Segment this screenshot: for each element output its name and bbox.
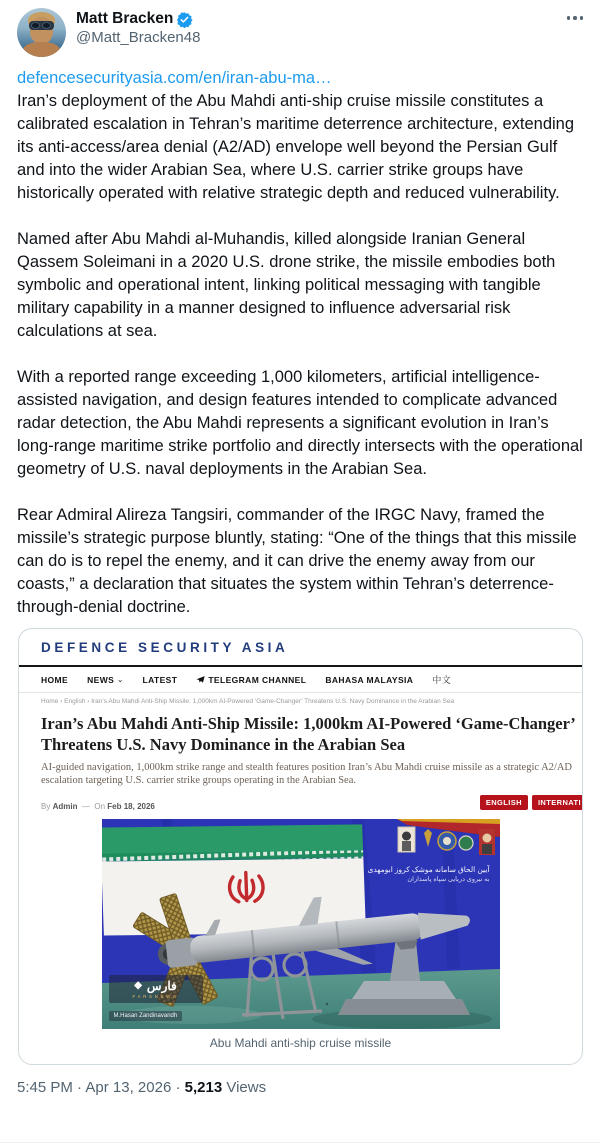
badge-english[interactable]: ENGLISH (480, 795, 528, 810)
divider (19, 692, 582, 693)
byline: By Admin — On Feb 18, 2026 (41, 802, 155, 811)
views-label: Views (226, 1079, 267, 1096)
farsnews-wordmark: فارس (146, 978, 177, 993)
author-block (76, 8, 200, 46)
nav-latest[interactable]: LATEST (142, 674, 178, 685)
tweet-text (0, 57, 601, 619)
banner-farsi-text: آیین الحاق سامانه موشک کروز ابومهدی به نیروی دریایی سپاه پاسداران (367, 865, 490, 883)
site-navbar (41, 667, 582, 692)
link-preview-card[interactable] (18, 628, 583, 1065)
tweet-paragraph: Named after Abu Mahdi al-Muhandis, killed alongside Iranian General Qassem Soleimani in a 2020 U.S. drone strike, the missile embodies both symbolic and operational intent, linking political messaging with tangible military capability in a manner designed to influence adversarial risk calculations at sea. (17, 230, 560, 340)
nav-home[interactable]: HOME (41, 674, 69, 685)
more-menu-icon[interactable] (565, 8, 586, 28)
article-photo-missile (102, 819, 500, 1029)
avatar[interactable] (17, 8, 66, 57)
timestamp: 5:45 PM (17, 1079, 73, 1096)
breadcrumb[interactable]: Home › English › Iran’s Abu Mahdi Anti-Ship Missile: 1,000km AI-Powered ‘Game-Changer’ Threatens U.S. Navy Dominance in the Arabian Sea (41, 698, 455, 705)
nav-telegram[interactable]: TELEGRAM CHANNEL (196, 675, 306, 685)
nav-chinese[interactable]: 中文 (432, 675, 452, 685)
tweet-header (0, 0, 601, 57)
views-count: 5,213 (184, 1079, 223, 1096)
category-badges (480, 795, 583, 810)
tweet-paragraph: Iran’s deployment of the Abu Mahdi anti-ship cruise missile constitutes a calibrated escalation in Tehran’s maritime deterrence architecture, extending its anti-access/area denial (A2/AD) envelope well beyond the Persian Gulf and into the wider Arabian Sea, where U.S. carrier strike groups have historically operated with relative strategic depth and reduced vulnerability. (17, 92, 579, 202)
tweet-paragraph: With a reported range exceeding 1,000 kilometers, artificial intelligence-assisted navigation, and design features intended to complicate advanced radar detection, the Abu Mahdi represents a significant evolution in Iran’s long-range maritime strike portfolio and directly intersects with the operational geometry of U.S. naval deployments in the Arabian Sea. (17, 368, 588, 478)
article-subhead: AI-guided navigation, 1,000km strike range and stealth features position Iran’s Abu Mahdi cruise missile as a strategic A2/AD escalation targeting U.S. carrier strike groups operating in the Arabian Sea. (41, 762, 573, 786)
chevron-down-icon: ⌄ (117, 676, 124, 684)
site-logo: DEFENCE SECURITY ASIA (41, 640, 289, 655)
nav-bahasa[interactable]: BAHASA MALAYSIA (325, 674, 414, 685)
tweet-paragraph: Rear Admiral Alireza Tangsiri, commander of the IRGC Navy, framed the missile’s strategic purpose bluntly, stating: “One of the things that this missile can do is to repel the enemy, and it can drive the enemy away from our coasts,” a declaration that situates the system within Tehran’s deterrence-through-denial doctrine. (17, 506, 582, 616)
date: Apr 13, 2026 (85, 1079, 172, 1096)
farsnews-subtext: FARSNEWS (132, 993, 179, 999)
photo-caption: Abu Mahdi anti-ship cruise missile (209, 1036, 392, 1050)
verified-icon (176, 11, 193, 28)
farsnews-watermark (109, 975, 203, 1003)
byline-date: Feb 18, 2026 (107, 802, 155, 811)
avatar-mask-lens (31, 22, 40, 29)
article-headline: Iran’s Abu Mahdi Anti-Ship Missile: 1,000km AI-Powered ‘Game-Changer’ Threatens U.S. Navy Dominance in the Arabian Sea (41, 714, 576, 754)
author-name[interactable]: Matt Bracken (76, 10, 174, 27)
badge-international[interactable]: INTERNATI (532, 795, 583, 810)
telegram-plane-icon (196, 675, 205, 684)
tweet-footer: 5:45 PM · Apr 13, 2026 · 5,213 Views (17, 1079, 267, 1096)
byline-row (41, 796, 581, 811)
photo-credit: M.Hasan Zandinavandh (109, 1011, 183, 1021)
farsnews-logo-icon: ◆ (134, 979, 142, 991)
article-link[interactable]: defencesecurityasia.com/en/iran-abu-ma… (17, 69, 332, 87)
avatar-mask-lens (42, 22, 51, 29)
byline-author: Admin (52, 802, 78, 811)
avatar-body (23, 42, 60, 57)
nav-news[interactable]: NEWS ⌄ (87, 674, 124, 685)
author-handle[interactable]: @Matt_Bracken48 (76, 29, 201, 46)
